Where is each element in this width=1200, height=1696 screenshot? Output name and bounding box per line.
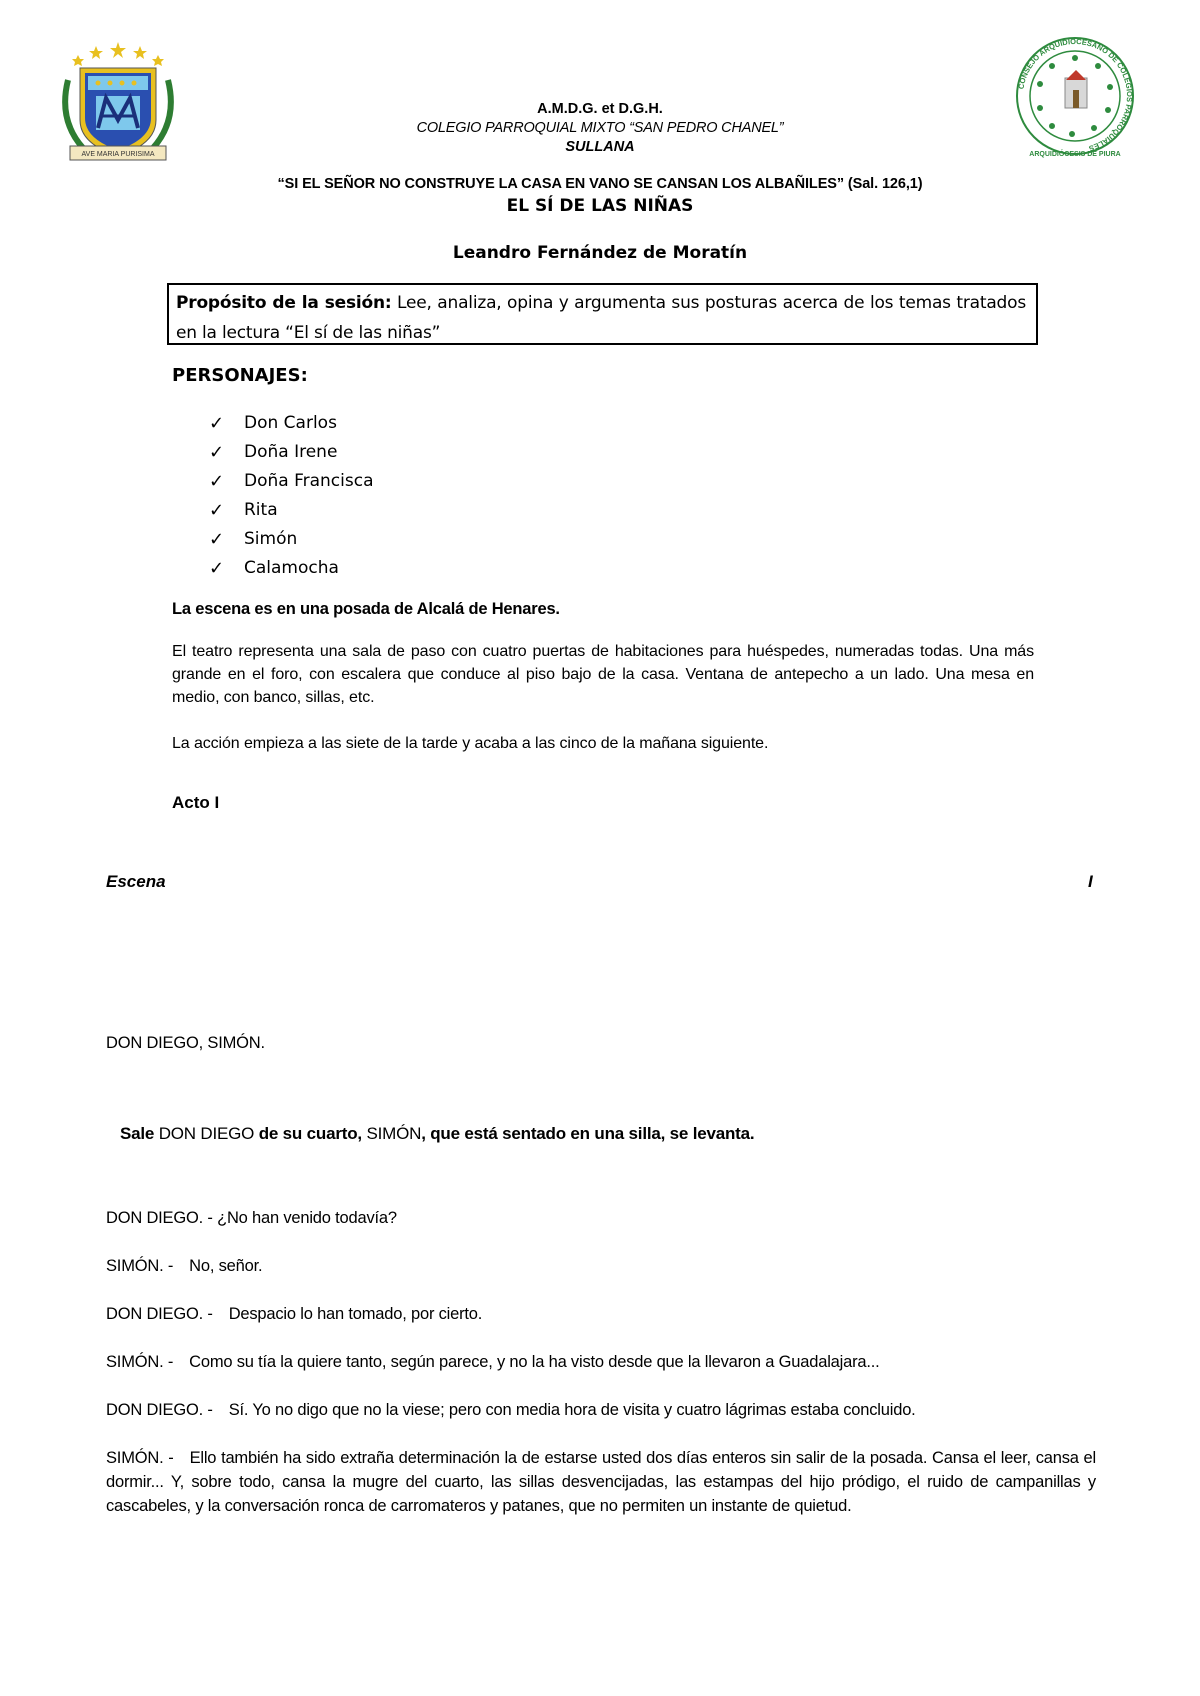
speaker-name: DON DIEGO. -	[106, 1401, 213, 1419]
stage-direction	[120, 1122, 754, 1146]
checkmark-icon: ✓	[209, 471, 225, 492]
seal-bottom-text: ARQUIDIÓCESIS DE PIURA	[1029, 151, 1121, 158]
list-item	[209, 525, 374, 554]
character-name: Don Carlos	[244, 413, 337, 433]
speaker-name: SIMÓN. -	[106, 1353, 174, 1371]
checkmark-icon: ✓	[209, 413, 225, 434]
motto-line: A.M.D.G. et D.G.H.	[537, 101, 663, 117]
speaker-name: DON DIEGO. -	[106, 1305, 213, 1323]
scene-label: Escena	[106, 872, 166, 891]
speaker-name: DON DIEGO. -	[106, 1209, 213, 1227]
direction-part: de su cuarto,	[258, 1124, 367, 1143]
character-name: Doña Irene	[244, 442, 338, 462]
direction-part: , que está sentado en una silla, se levanta.	[421, 1124, 755, 1143]
seal-ring-text: CONSEJO ARQUIDIOCESANO DE COLEGIOS PARROQUIALES	[1016, 36, 1135, 153]
scene-description: El teatro representa una sala de paso con cuatro puertas de habitaciones para huéspedes, numeradas todas. Una más grande en el foro, con escalera que conduce al piso bajo de la casa. Ventana de antepecho a un lado. Una mesa en medio, con banco, sillas, etc.	[172, 643, 1034, 706]
dialogue-text: Como su tía la quiere tanto, según parece, y no la ha visto desde que la llevaron a Guadalajara...	[189, 1353, 880, 1371]
work-title: EL SÍ DE LAS NIÑAS	[506, 196, 694, 216]
purpose-box	[167, 283, 1038, 345]
direction-part: Sale	[120, 1124, 155, 1143]
checkmark-icon: ✓	[209, 500, 225, 521]
list-item	[209, 467, 374, 496]
scene-number: I	[1088, 872, 1093, 891]
dialogue-text: Ello también ha sido extraña determinación la de estarse usted dos días enteros sin salir de la posada. Cansa el leer, cansa el dormir... Y, sobre todo, cansa la mugre del cuarto, las sillas desvencijadas, las estampas del hijo pródigo, el ruido de campanillas y cascabeles, y la conversación ronca de carromateros y patanes, que no permiten un instante de quietud.	[106, 1449, 1096, 1515]
dialogue-text: No, señor.	[189, 1257, 263, 1275]
dialogue-line	[106, 1206, 1096, 1230]
direction-name: DON DIEGO	[154, 1124, 259, 1143]
school-name: COLEGIO PARROQUIAL MIXTO “SAN PEDRO CHANEL”	[416, 120, 784, 136]
character-name: Rita	[244, 500, 278, 520]
act-label: Acto I	[172, 793, 220, 812]
characters-heading: PERSONAJES:	[172, 365, 308, 386]
city-name: SULLANA	[565, 139, 635, 155]
dialogue-line	[106, 1350, 1096, 1374]
author-name: Leandro Fernández de Moratín	[452, 243, 748, 263]
dialogue-text: ¿No han venido todavía?	[212, 1209, 397, 1227]
scene-time: La acción empieza a las siete de la tarde y acaba a las cinco de la mañana siguiente.	[172, 735, 769, 752]
characters-list	[209, 409, 374, 583]
quote-line: “SI EL SEÑOR NO CONSTRUYE LA CASA EN VANO SE CANSAN LOS ALBAÑILES” (Sal. 126,1)	[277, 176, 923, 192]
dialogue-line	[106, 1446, 1096, 1518]
dialogue-line	[106, 1254, 1096, 1278]
list-item	[209, 496, 374, 525]
crest-banner-text: AVE MARIA PURISIMA	[81, 151, 155, 158]
scene-cast: DON DIEGO, SIMÓN.	[106, 1034, 265, 1052]
scene-heading: La escena es en una posada de Alcalá de Henares.	[172, 600, 560, 618]
character-name: Calamocha	[244, 558, 339, 578]
dialogue-line	[106, 1302, 1096, 1326]
speaker-name: SIMÓN. -	[106, 1257, 174, 1275]
character-name: Doña Francisca	[244, 471, 374, 491]
speaker-name: SIMÓN. -	[106, 1449, 174, 1467]
dialogue-text: Sí. Yo no digo que no la viese; pero con media hora de visita y cuatro lágrimas estaba concluido.	[228, 1401, 916, 1419]
list-item	[209, 554, 374, 583]
purpose-text: Lee, analiza, opina y argumenta sus posturas acerca de los temas tratados en la lectura “El sí de las niñas”	[176, 293, 1026, 343]
checkmark-icon: ✓	[209, 529, 225, 550]
checkmark-icon: ✓	[209, 558, 225, 579]
checkmark-icon: ✓	[209, 442, 225, 463]
direction-name: SIMÓN	[366, 1124, 422, 1143]
list-item	[209, 409, 374, 438]
character-name: Simón	[244, 529, 298, 549]
dialogue-line	[106, 1398, 1096, 1422]
dialogue-text: Despacio lo han tomado, por cierto.	[228, 1305, 483, 1323]
list-item	[209, 438, 374, 467]
purpose-label: Propósito de la sesión:	[176, 293, 392, 313]
